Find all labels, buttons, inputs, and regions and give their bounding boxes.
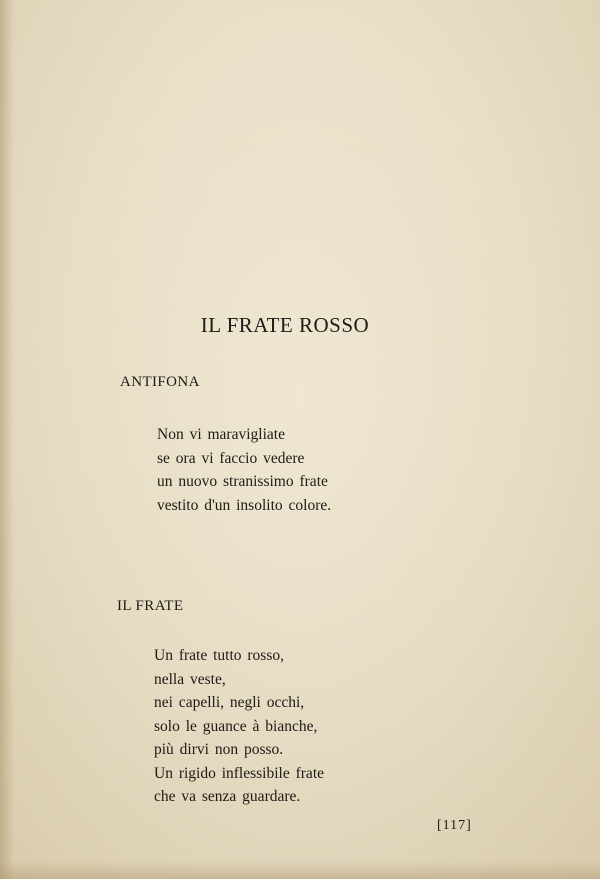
verse-line: solo le guance à bianche, [154,717,318,735]
verse-line: nei capelli, negli occhi, [154,694,305,711]
verse-line: nella veste, [154,670,226,688]
page-number: [117] [437,818,472,833]
verse-line: un nuovo stranissimo frate [157,473,328,490]
verse-line: Un rigido inflessibile frate [154,764,324,782]
stanza-antifona [157,423,331,517]
verse-line: che va senza guardare. [154,788,301,805]
speaker-il-frate: IL FRATE [117,598,184,614]
stanza-il-frate [154,644,324,809]
verse-line: più dirvi non posso. [154,741,284,758]
poem-title: IL FRATE ROSSO [200,313,370,337]
page-bottom-shadow [0,861,600,879]
verse-line: Non vi maravigliate [157,426,285,443]
speaker-antifona: ANTIFONA [120,374,200,390]
verse-line: vestito d'un insolito colore. [157,496,332,514]
page-edge-shadow [0,0,14,879]
verse-line: Un frate tutto rosso, [154,647,284,664]
verse-line: se ora vi faccio vedere [157,449,305,467]
